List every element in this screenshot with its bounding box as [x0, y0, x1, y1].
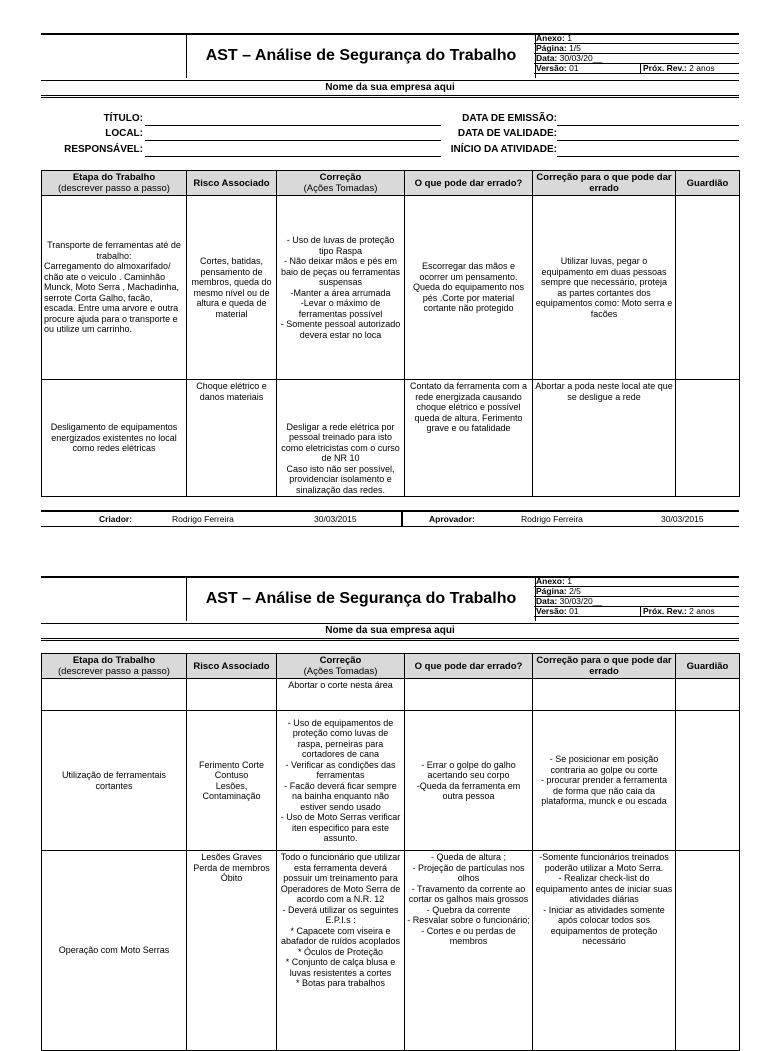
risco-cell: Cortes, batidas, pensamento de membros, queda do mesmo nível ou de altura e queda de material [187, 196, 277, 380]
correcao-errado-cell: -Somente funcionários treinados poderão utilizar a Moto Serra. - Realizar check-list do equipamento antes de iniciar suas atividades diárias - Iniciar as atividades somente após colocar todos sos equipamentos de proteção necessário [533, 851, 676, 1051]
titulo-field[interactable] [145, 125, 441, 126]
errado-cell [405, 679, 533, 711]
col-risco: Risco Associado [187, 171, 277, 196]
etapa-cell: Desligamento de equipamentos energizados existentes no local como redes elétricas [42, 380, 187, 497]
page-2 [41, 576, 739, 1024]
col-guardiao: Guardião [676, 171, 740, 196]
col-correcao: Correção (Ações Tomadas) [277, 171, 405, 196]
correcao-errado-cell: Utilizar luvas, pegar o equipamento em duas pessoas sempre que necessário, proteja as partes cortantes dos equipamentos como: Moto serra e facões [533, 196, 676, 380]
aprovador-label: Aprovador: [429, 514, 475, 524]
correcao-cell: Abortar o corte nesta área [277, 679, 405, 711]
next-rev-value: 2 anos [689, 63, 715, 73]
titulo-label: TÍTULO: [103, 113, 143, 124]
aprovador-name: Rodrigo Ferreira [521, 514, 583, 524]
next-rev-value: 2 anos [689, 606, 715, 616]
guardiao-cell [676, 196, 740, 380]
etapa-cell: Transporte de ferramentas até de trabalho: Carregamento do almoxarifado/ chão ate o veiculo . Caminhão Munck, Moto Serra , Machadinha, serrote Corta Galho, facão, escada. Entre uma arvore e outra procure ajuda para o transporte e ou utilize um carrinho. [42, 196, 187, 380]
criador-date: 30/03/2015 [314, 514, 357, 524]
local-label: LOCAL: [105, 128, 143, 139]
etapa-cell: Operação com Moto Serras [42, 851, 187, 1051]
data-emissao-field[interactable] [557, 125, 739, 126]
col-correcao-errado: Correção para o que pode dar errado [533, 171, 676, 196]
correcao-errado-cell: Abortar a poda neste local ate que se desligue a rede [533, 380, 676, 497]
form-fields [41, 113, 739, 158]
col-errado: O que pode dar errado? [405, 654, 533, 679]
page-1 [41, 0, 739, 530]
correcao-cell: - Uso de luvas de proteção tipo Raspa - Não deixar mãos e pés em baio de peças ou ferramentas suspensas -Manter a área arrumada -Levar o máximo de ferramentas possível - Somente pessoal autorizado devera estar no loca [277, 196, 405, 380]
table-row [42, 679, 740, 711]
meta-box: Anexo: 1 Página: 1/5 Data: 30/03/20__ Versão: 01 Próx. Rev.: 2 anos [534, 34, 739, 74]
table-row [42, 380, 740, 497]
responsavel-field[interactable] [145, 156, 441, 157]
ast-table-page-1 [41, 170, 740, 497]
responsavel-label: RESPONSÁVEL: [64, 144, 143, 155]
page-value: 1/5 [569, 43, 581, 53]
correcao-errado-cell [533, 679, 676, 711]
version-value: 01 [569, 63, 579, 73]
risco-cell [187, 679, 277, 711]
correcao-cell: - Uso de equipamentos de proteção como luvas de raspa, perneiras para cortadores de cana - Verificar as condições das ferramentas - Facão deverá ficar sempre na bainha enquanto não estiver sendo usado - Uso de Moto Serras verificar iten especifico para este assunto. [277, 711, 405, 851]
errado-cell: Contato da ferramenta com a rede energizada causando choque elétrico e possível queda de altura. Ferimento grave e ou fatalidade [405, 380, 533, 497]
table-header-row [42, 654, 740, 679]
aprovador-date: 30/03/2015 [661, 514, 704, 524]
document-title: AST – Análise de Segurança do Trabalho [186, 34, 536, 78]
col-correcao-errado: Correção para o que pode dar errado [533, 654, 676, 679]
data-validade-label: DATA DE VALIDADE: [457, 128, 557, 139]
local-field[interactable] [145, 140, 441, 141]
date-value: 30/03/20__ [559, 596, 603, 606]
criador-label: Criador: [99, 514, 133, 524]
document-title: AST – Análise de Segurança do Trabalho [186, 577, 536, 621]
guardiao-cell [676, 711, 740, 851]
inicio-atividade-field[interactable] [557, 156, 739, 157]
company-name: Nome da sua empresa aqui [41, 623, 739, 641]
annex-value: 1 [567, 576, 572, 586]
meta-box: Anexo: 1 Página: 2/5 Data: 30/03/20__ Versão: 01 Próx. Rev.: 2 anos [534, 577, 739, 617]
criador-name: Rodrigo Ferreira [172, 514, 234, 524]
col-etapa: Etapa do Trabalho (descrever passo a passo) [42, 654, 187, 679]
data-validade-field[interactable] [557, 140, 739, 141]
company-name: Nome da sua empresa aqui [41, 80, 739, 98]
footer-divider [401, 512, 403, 526]
page-value: 2/5 [569, 586, 581, 596]
table-row [42, 196, 740, 380]
table-row [42, 851, 740, 1051]
col-guardiao: Guardião [676, 654, 740, 679]
col-correcao: Correção (Ações Tomadas) [277, 654, 405, 679]
risco-cell: Lesões Graves Perda de membros Óbito [187, 851, 277, 1051]
etapa-cell: Utilização de ferramentais cortantes [42, 711, 187, 851]
inicio-atividade-label: INÍCIO DA ATIVIDADE: [450, 144, 557, 155]
errado-cell: Escorregar das mãos e ocorrer um pensamento. Queda do equipamento nos pés .Corte por material cortante não protegido [405, 196, 533, 380]
guardiao-cell [676, 851, 740, 1051]
data-emissao-label: DATA DE EMISSÃO: [462, 113, 557, 124]
table-header-row [42, 171, 740, 196]
correcao-cell: Todo o funcionário que utilizar esta ferramenta deverá possuir um treinamento para Operadores de Moto Serra de acordo com a N.R. 12 - Deverá utilizar os seguintes E.P.I.s : * Capacete com viseira e abafador de ruídos acoplados * Óculos de Proteção * Conjunto de calça blusa e luvas resistentes a cortes * Botas para trabalhos [277, 851, 405, 1051]
ast-table-page-2 [41, 653, 740, 1051]
document-header [41, 577, 739, 621]
errado-cell: - Errar o golpe do galho acertando seu corpo -Queda da ferramenta em outra pessoa [405, 711, 533, 851]
risco-cell: Ferimento Corte Contuso Lesões, Contaminação [187, 711, 277, 851]
date-value: 30/03/20__ [559, 53, 603, 63]
guardiao-cell [676, 679, 740, 711]
signature-footer [41, 510, 739, 527]
errado-cell: - Queda de altura ; - Projeção de partículas nos olhos - Travamento da corrente ao cortar os galhos mais grossos - Quebra da corrente - Resvalar sobre o funcionário; - Cortes e ou perdas de membros [405, 851, 533, 1051]
correcao-cell: Desligar a rede elétrica por pessoal treinado para isto como eletricistas com o curso de NR 10 Caso isto não ser possível, providenciar isolamento e sinalização das redes. [277, 380, 405, 497]
annex-value: 1 [567, 33, 572, 43]
col-etapa: Etapa do Trabalho (descrever passo a passo) [42, 171, 187, 196]
version-value: 01 [569, 606, 579, 616]
document-header [41, 34, 739, 78]
risco-cell: Choque elétrico e danos materiais [187, 380, 277, 497]
guardiao-cell [676, 380, 740, 497]
col-errado: O que pode dar errado? [405, 171, 533, 196]
correcao-errado-cell: - Se posicionar em posição contraria ao golpe ou corte - procurar prender a ferramenta de forma que não caia da plataforma, munck e ou escada [533, 711, 676, 851]
etapa-cell [42, 679, 187, 711]
table-row [42, 711, 740, 851]
col-risco: Risco Associado [187, 654, 277, 679]
